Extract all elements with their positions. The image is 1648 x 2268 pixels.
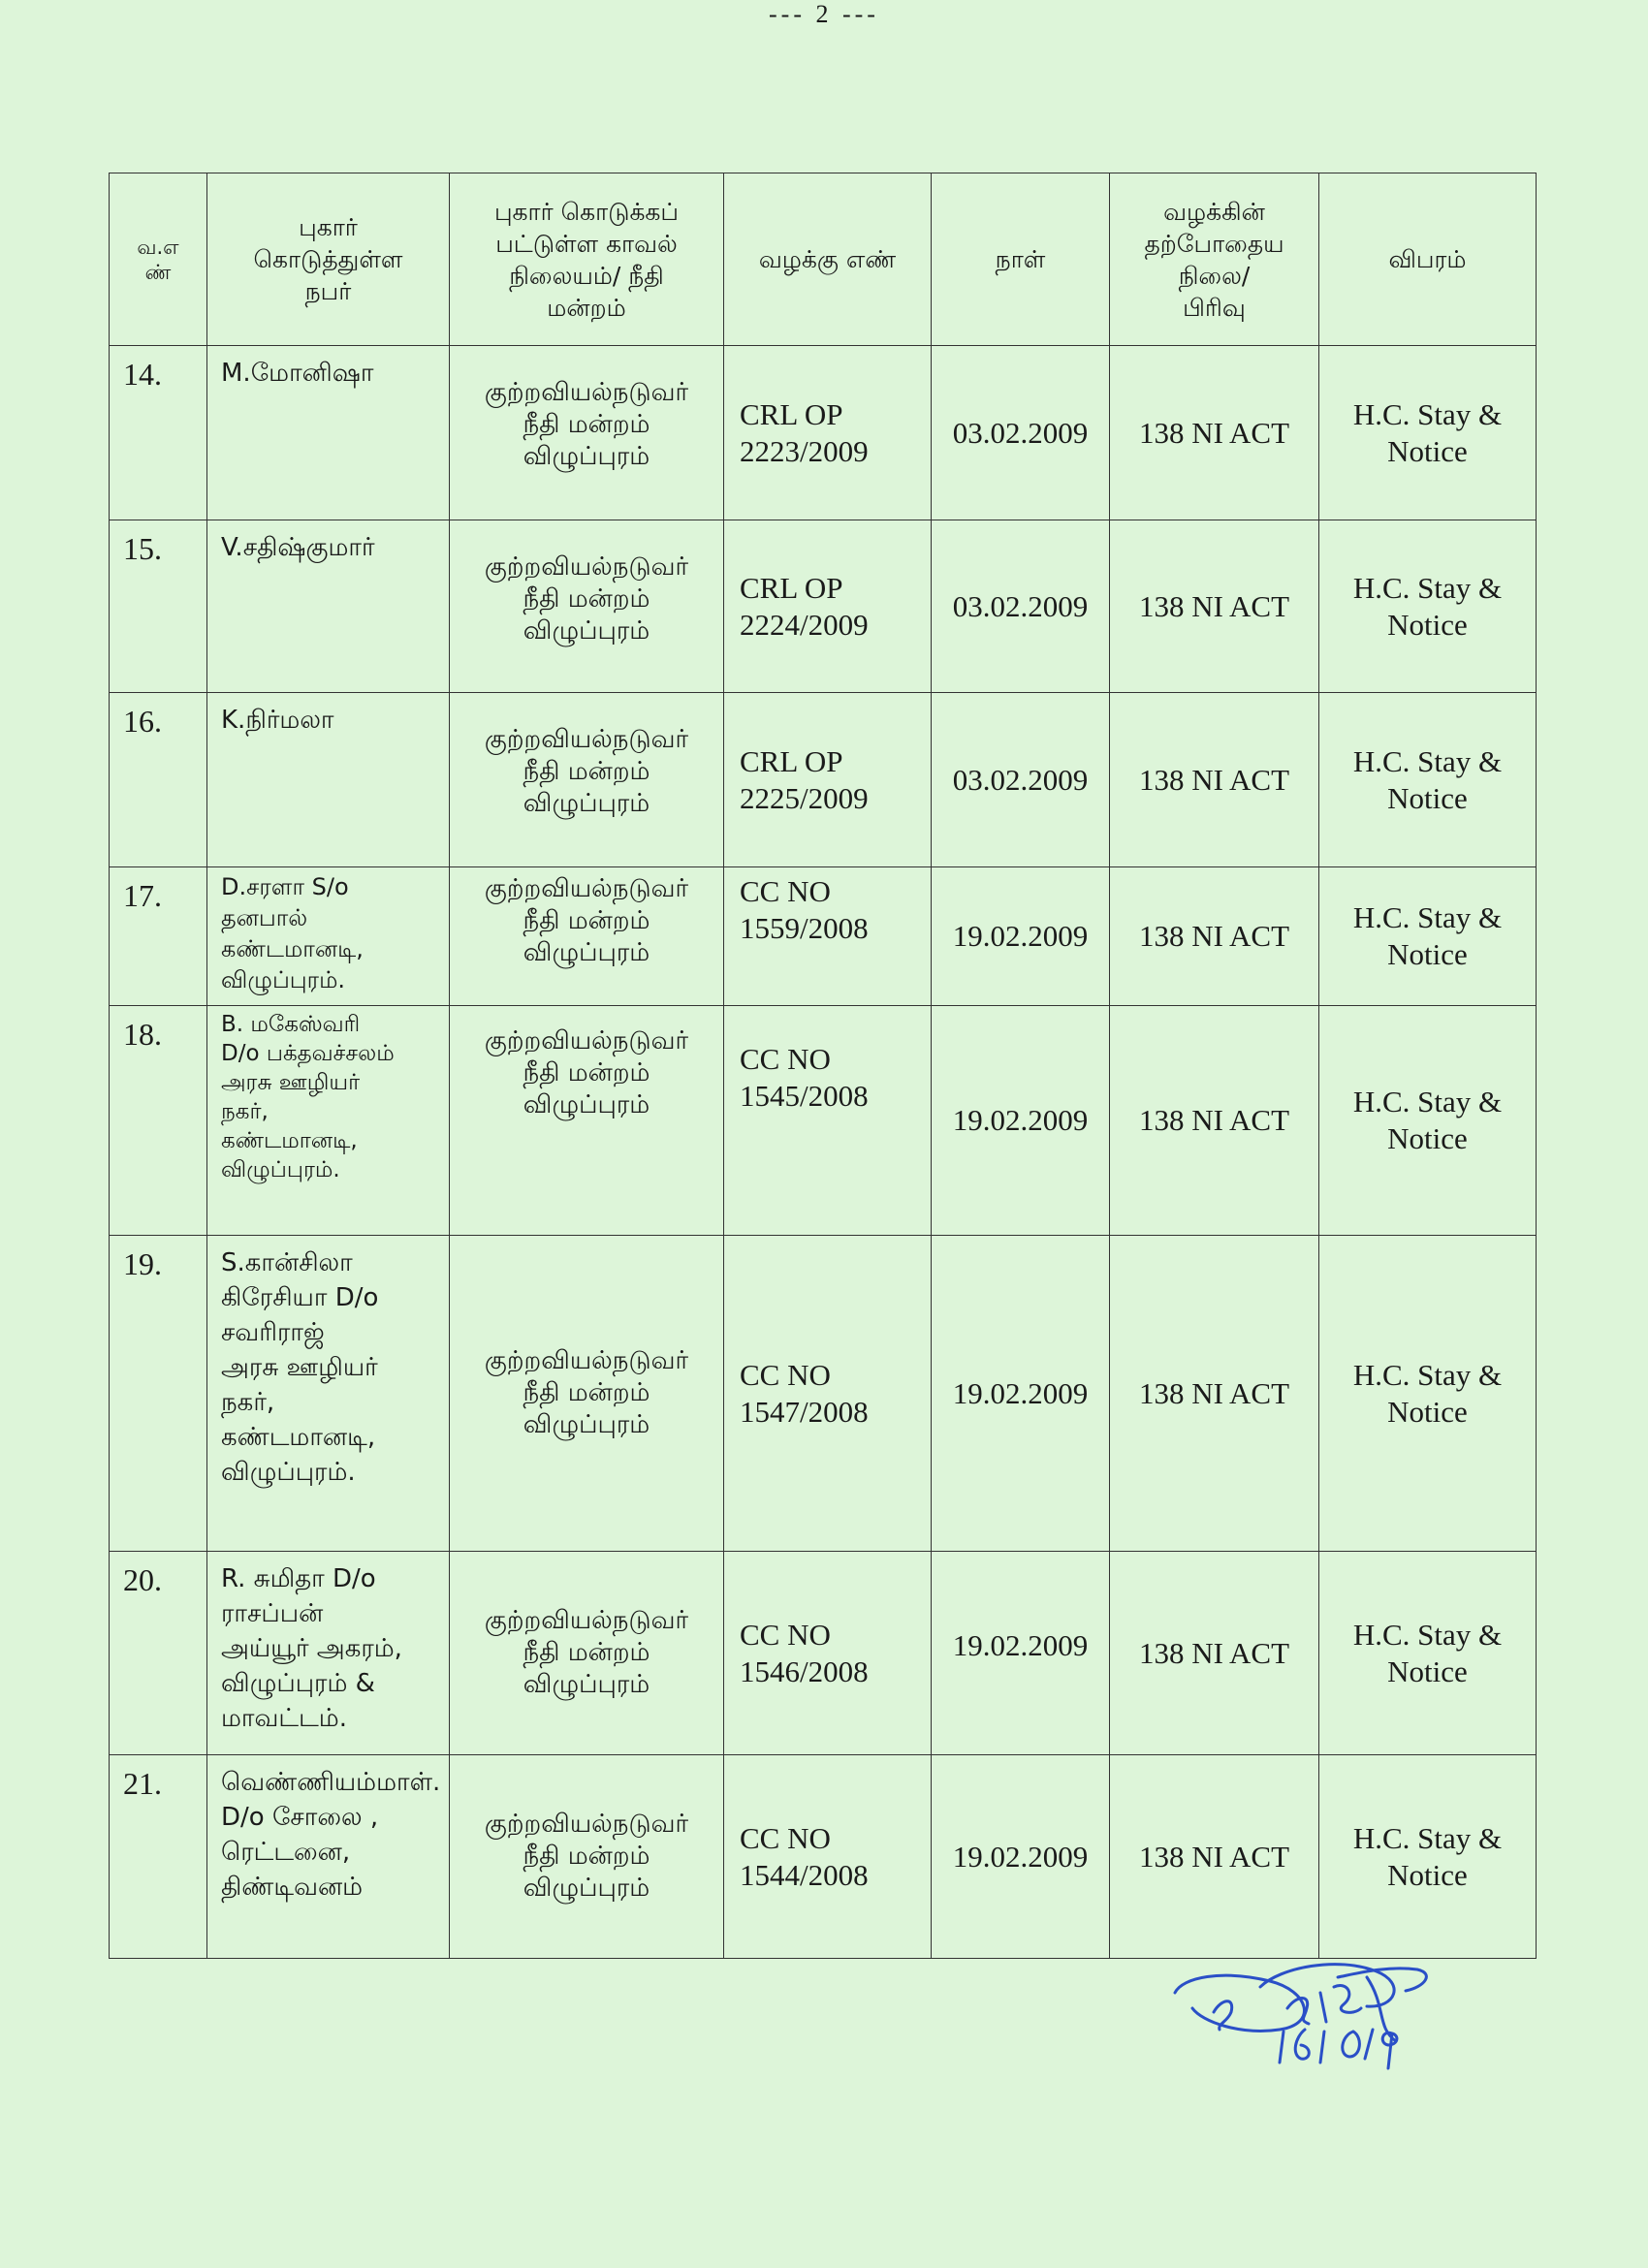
row-court: குற்றவியல்நடுவர் நீதி மன்றம் விழுப்புரம் bbox=[450, 1006, 724, 1236]
row-case-number: CRL OP 2224/2009 bbox=[724, 520, 932, 693]
row-details: H.C. Stay & Notice bbox=[1319, 1006, 1537, 1236]
table-row bbox=[110, 1006, 1537, 1236]
row-date: 19.02.2009 bbox=[932, 1552, 1110, 1755]
row-details: H.C. Stay & Notice bbox=[1319, 346, 1537, 520]
row-details: H.C. Stay & Notice bbox=[1319, 1236, 1537, 1552]
row-date: 19.02.2009 bbox=[932, 1006, 1110, 1236]
row-case-number: CC NO 1544/2008 bbox=[724, 1755, 932, 1959]
row-sno: 16. bbox=[110, 693, 207, 867]
row-complainant: R. சுமிதா D/o ராசப்பன் அய்யூர் அகரம், விழுப்புரம் & மாவட்டம். bbox=[207, 1552, 450, 1755]
table-header-row bbox=[110, 173, 1537, 346]
row-case-number: CRL OP 2225/2009 bbox=[724, 693, 932, 867]
row-court: குற்றவியல்நடுவர் நீதி மன்றம் விழுப்புரம் bbox=[450, 1236, 724, 1552]
row-complainant: வெண்ணியம்மாள். D/o சோலை , ரெட்டனை, திண்டிவனம் bbox=[207, 1755, 450, 1959]
row-court: குற்றவியல்நடுவர் நீதி மன்றம் விழுப்புரம் bbox=[450, 867, 724, 1006]
row-details: H.C. Stay & Notice bbox=[1319, 867, 1537, 1006]
row-details: H.C. Stay & Notice bbox=[1319, 1552, 1537, 1755]
row-case-number: CC NO 1545/2008 bbox=[724, 1006, 932, 1236]
row-case-number: CC NO 1559/2008 bbox=[724, 867, 932, 1006]
header-case-number: வழக்கு எண் bbox=[724, 173, 932, 346]
row-status: 138 NI ACT bbox=[1110, 693, 1319, 867]
header-current-status: வழக்கின் தற்போதைய நிலை/ பிரிவு bbox=[1110, 173, 1319, 346]
row-case-number: CC NO 1546/2008 bbox=[724, 1552, 932, 1755]
row-complainant: K.நிர்மலா bbox=[207, 693, 450, 867]
row-complainant: B. மகேஸ்வரி D/o பக்தவச்சலம் அரசு ஊழியர் நகர், கண்டமானடி, விழுப்புரம். bbox=[207, 1006, 450, 1236]
header-complainant: புகார் கொடுத்துள்ள நபர் bbox=[207, 173, 450, 346]
row-status: 138 NI ACT bbox=[1110, 520, 1319, 693]
case-table bbox=[109, 173, 1537, 1959]
row-complainant: D.சரளா S/o தனபால் கண்டமானடி, விழுப்புரம். bbox=[207, 867, 450, 1006]
row-court: குற்றவியல்நடுவர் நீதி மன்றம் விழுப்புரம் bbox=[450, 1552, 724, 1755]
row-complainant: V.சதிஷ்குமார் bbox=[207, 520, 450, 693]
table-row bbox=[110, 1755, 1537, 1959]
row-date: 03.02.2009 bbox=[932, 520, 1110, 693]
row-date: 03.02.2009 bbox=[932, 346, 1110, 520]
row-status: 138 NI ACT bbox=[1110, 1006, 1319, 1236]
row-case-number: CC NO 1547/2008 bbox=[724, 1236, 932, 1552]
row-complainant: S.கான்சிலா கிரேசியா D/o சவரிராஜ் அரசு ஊழியர் நகர், கண்டமானடி, விழுப்புரம். bbox=[207, 1236, 450, 1552]
table-row bbox=[110, 1552, 1537, 1755]
row-details: H.C. Stay & Notice bbox=[1319, 693, 1537, 867]
row-sno: 19. bbox=[110, 1236, 207, 1552]
row-date: 03.02.2009 bbox=[932, 693, 1110, 867]
row-court: குற்றவியல்நடுவர் நீதி மன்றம் விழுப்புரம் bbox=[450, 520, 724, 693]
table-row bbox=[110, 867, 1537, 1006]
row-sno: 14. bbox=[110, 346, 207, 520]
row-sno: 18. bbox=[110, 1006, 207, 1236]
row-status: 138 NI ACT bbox=[1110, 1755, 1319, 1959]
table-row bbox=[110, 520, 1537, 693]
header-police-station-court: புகார் கொடுக்கப் பட்டுள்ள காவல் நிலையம்/ நீதி மன்றம் bbox=[450, 173, 724, 346]
row-court: குற்றவியல்நடுவர் நீதி மன்றம் விழுப்புரம் bbox=[450, 693, 724, 867]
header-details: விபரம் bbox=[1319, 173, 1537, 346]
row-sno: 21. bbox=[110, 1755, 207, 1959]
row-status: 138 NI ACT bbox=[1110, 346, 1319, 520]
row-complainant: M.மோனிஷா bbox=[207, 346, 450, 520]
row-court: குற்றவியல்நடுவர் நீதி மன்றம் விழுப்புரம் bbox=[450, 1755, 724, 1959]
table-row bbox=[110, 346, 1537, 520]
row-date: 19.02.2009 bbox=[932, 867, 1110, 1006]
header-date: நாள் bbox=[932, 173, 1110, 346]
row-case-number: CRL OP 2223/2009 bbox=[724, 346, 932, 520]
row-status: 138 NI ACT bbox=[1110, 1236, 1319, 1552]
table-row bbox=[110, 693, 1537, 867]
row-status: 138 NI ACT bbox=[1110, 867, 1319, 1006]
signature-ink bbox=[1163, 1948, 1512, 2103]
handwritten-signature bbox=[1163, 1948, 1512, 2103]
header-sno: வ.எ ண் bbox=[110, 173, 207, 346]
row-date: 19.02.2009 bbox=[932, 1755, 1110, 1959]
row-court: குற்றவியல்நடுவர் நீதி மன்றம் விழுப்புரம் bbox=[450, 346, 724, 520]
row-sno: 20. bbox=[110, 1552, 207, 1755]
row-sno: 17. bbox=[110, 867, 207, 1006]
row-details: H.C. Stay & Notice bbox=[1319, 1755, 1537, 1959]
row-date: 19.02.2009 bbox=[932, 1236, 1110, 1552]
page-number: --- 2 --- bbox=[769, 0, 879, 28]
table-row bbox=[110, 1236, 1537, 1552]
row-details: H.C. Stay & Notice bbox=[1319, 520, 1537, 693]
row-sno: 15. bbox=[110, 520, 207, 693]
row-status: 138 NI ACT bbox=[1110, 1552, 1319, 1755]
